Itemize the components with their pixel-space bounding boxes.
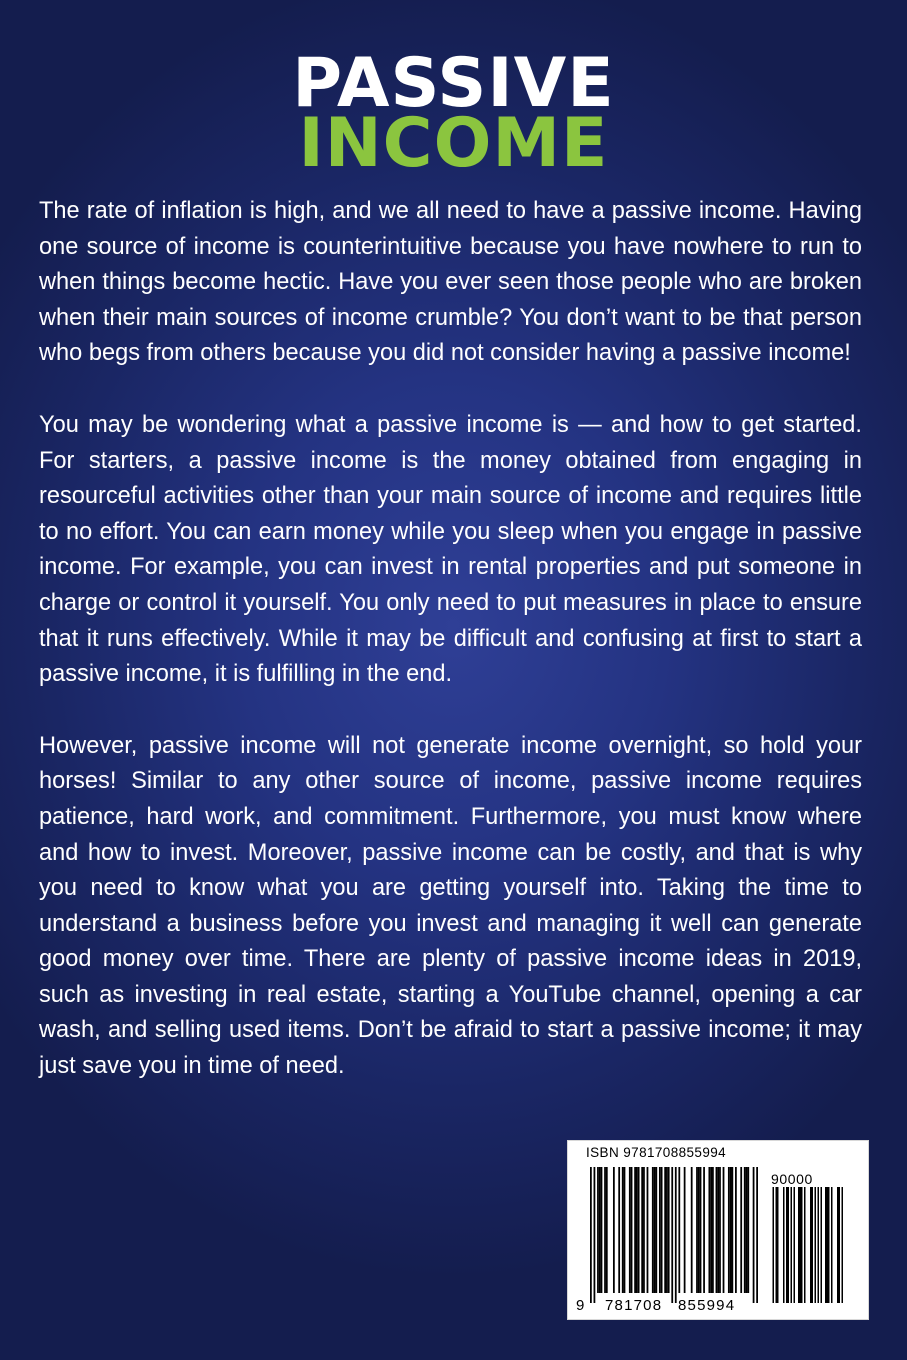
barcode-bar (783, 1187, 785, 1303)
barcode-bar (668, 1167, 670, 1293)
barcode-bar (638, 1167, 640, 1293)
barcode-bar (661, 1167, 663, 1293)
barcode-bar (597, 1167, 599, 1293)
barcode-bar (659, 1167, 661, 1293)
barcode-bar (613, 1167, 615, 1293)
barcode-bar (594, 1167, 596, 1303)
barcode-bar (731, 1167, 733, 1293)
barcode-bar (678, 1167, 680, 1293)
barcode-bar (666, 1167, 668, 1293)
barcode-bar (703, 1167, 705, 1293)
barcode-bar (719, 1167, 721, 1293)
barcode-bar (712, 1167, 714, 1293)
barcode-bar (810, 1187, 812, 1303)
barcode-bar (652, 1167, 654, 1293)
price-addon-barcode-bars (771, 1187, 843, 1303)
blurb-paragraph-1: The rate of inflation is high, and we all need to have a passive income. Having one source of income is counterintuitive because you have nowhere to run to when things become hectic. Have you ever seen those people who are broken when their main sources of income crumble? You don’t want to be that person who begs from others because you did not consider having a passive income! (39, 198, 862, 367)
barcode-bar (776, 1187, 778, 1303)
barcode-bar (839, 1187, 841, 1303)
barcode-bar (801, 1187, 803, 1303)
barcode-bar (698, 1167, 700, 1293)
barcode-bar (696, 1167, 698, 1293)
barcode-bar (821, 1187, 823, 1303)
blurb (39, 194, 862, 1121)
barcode-bar (753, 1167, 755, 1303)
barcode-bar (634, 1167, 636, 1293)
barcode-bar (599, 1167, 601, 1293)
barcode-bar (671, 1167, 673, 1303)
price-addon-label: 90000 (771, 1171, 813, 1187)
barcode-bar (629, 1167, 631, 1293)
barcode-bar (710, 1167, 712, 1293)
barcode-bar (684, 1167, 686, 1293)
barcode-bar (746, 1167, 748, 1293)
barcode-bar (756, 1167, 758, 1303)
barcode-bar (827, 1187, 829, 1303)
barcode-bar (831, 1187, 833, 1303)
barcode-bar (622, 1167, 624, 1293)
barcode-bar (812, 1187, 814, 1303)
ean-digit-group-left: 781708 (605, 1297, 663, 1314)
title-income: INCOME (298, 104, 609, 183)
blurb-paragraph-2: You may be wondering what a passive income is — and how to get started. For starters, a passive income is the money obtained from engaging in resourceful activities other than your main source of income and requires little to no effort. You can earn money while you sleep when you engage in passive income. For example, you can invest in rental properties and put someone in charge or control it yourself. You only need to put measures in place to ensure that it runs effectively. While it may be difficult and confusing at first to start a passive income, it is fulfilling in the end. (39, 411, 862, 688)
isbn-barcode (567, 1140, 869, 1320)
barcode-bar (842, 1187, 844, 1303)
barcode-bar (641, 1167, 643, 1293)
barcode-bar (700, 1167, 702, 1293)
title-passive: PASSIVE (292, 44, 615, 123)
barcode-bar (740, 1167, 742, 1293)
barcode-bar (654, 1167, 656, 1293)
ean-first-digit: 9 (576, 1297, 585, 1314)
barcode-bar (708, 1167, 710, 1293)
barcode-bar (815, 1187, 817, 1303)
barcode-bar (735, 1167, 737, 1293)
barcode-bar (788, 1187, 790, 1303)
barcode-bar (601, 1167, 603, 1293)
barcode-bar (643, 1167, 645, 1293)
barcode-bar (773, 1187, 775, 1303)
blurb-paragraph-3: However, passive income will not generate income overnight, so hold your horses! Similar to any other source of income, passive income requires patience, hard work, and commitment. Furthermore, you must know where and how to invest. Moreover, passive income can be costly, and that is why you need to know what you are getting yourself into. Taking the time to understand a business before you invest and managing it well can generate good money over time. There are plenty of passive income ideas in 2019, such as investing in real estate, starting a YouTube channel, opening a car wash, and selling used items. Don’t be afraid to start a passive income; it may just save you in time of need. (39, 732, 862, 1080)
barcode-bar (786, 1187, 788, 1303)
barcode-bar (606, 1167, 608, 1293)
barcode-bar (636, 1167, 638, 1293)
barcode-bar (691, 1167, 693, 1293)
barcode-bar (825, 1187, 827, 1303)
barcode-bar (728, 1167, 730, 1293)
barcode-bar (716, 1167, 718, 1293)
barcode-bar (590, 1167, 592, 1303)
barcode-bar (747, 1167, 749, 1293)
barcode-bar (791, 1187, 793, 1303)
barcode-bar (723, 1167, 725, 1293)
barcode-bar (675, 1167, 677, 1303)
barcode-bar (655, 1167, 657, 1293)
barcode-bar (647, 1167, 649, 1293)
barcode-bar (798, 1187, 800, 1303)
isbn-label: ISBN 9781708855994 (586, 1145, 727, 1160)
barcode-bar (800, 1187, 802, 1303)
barcode-bar (777, 1187, 779, 1303)
barcode-bar (818, 1187, 820, 1303)
ean13-barcode-bars (590, 1167, 758, 1303)
ean-digit-group-right: 855994 (678, 1297, 736, 1314)
barcode-bar (730, 1167, 732, 1293)
barcode-bar (837, 1187, 839, 1303)
barcode-bar (618, 1167, 620, 1293)
barcode-bar (828, 1187, 830, 1303)
barcode-bar (717, 1167, 719, 1293)
barcode-bar (624, 1167, 626, 1293)
barcode-bar (604, 1167, 606, 1293)
barcode-bar (794, 1187, 796, 1303)
barcode-bar (664, 1167, 666, 1293)
barcode-bar (804, 1187, 806, 1303)
barcode-bar (744, 1167, 746, 1293)
barcode-bar (631, 1167, 633, 1293)
